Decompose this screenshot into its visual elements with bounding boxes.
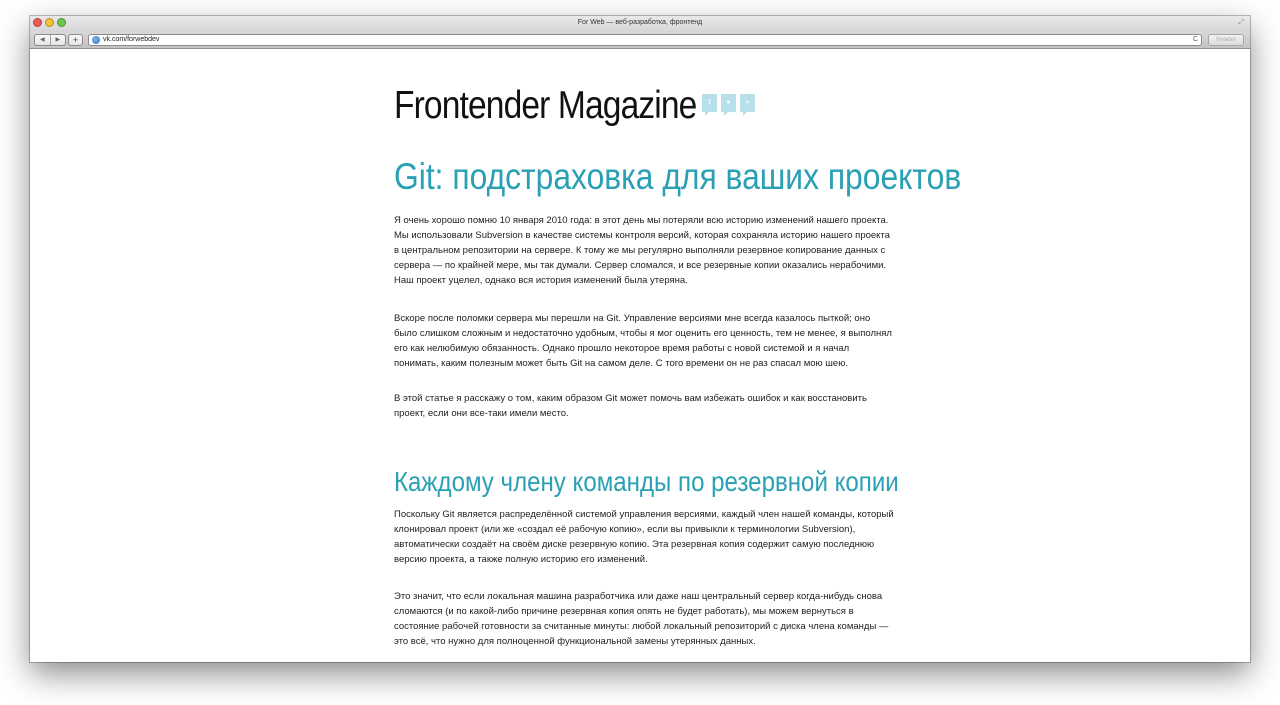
- reload-icon[interactable]: C: [1192, 36, 1198, 43]
- paragraph-3: В этой статье я расскажу о том, каким образом Git может помочь вам избежать ошибок и как восстановить проект, если они все-таки имели место.: [394, 393, 867, 419]
- paragraph-1: Я очень хорошо помню 10 января 2010 года: в этот день мы потеряли всю историю изменений нашего проекта. Мы использовали Subversion в качестве системы контроля версий, которая сохраняла историю нашего проекта в центральном репозитории на сервере. К тому же мы регулярно выполняли резервное копирование данных с сервера — по крайней мере, мы так думали. Сервер сломался, и все резервные копии оказались нерабочими. Наш проект уцелел, однако вся история изменений была утеряна.: [394, 215, 890, 286]
- browser-window: [30, 16, 1250, 662]
- fullscreen-icon[interactable]: ⤢: [1238, 19, 1244, 26]
- section-paragraph-2: Это значит, что если локальная машина разработчика или даже наш центральный сервер когда-нибудь снова сломаются (и по какой-либо причине резервная копия опять не будет работать), мы можем вернуться в состояние рабочей готовности за считанные минуты: любой локальный репозиторий с диска члена команды — это всё, что нужно для полноценной функциональной замены утерянных данных.: [394, 591, 889, 647]
- section-title: Каждому члену команды по резервной копии: [394, 466, 899, 497]
- nav-buttons: [34, 34, 66, 46]
- site-title[interactable]: Frontender Magazine: [394, 84, 697, 127]
- post-title[interactable]: Git: подстраховка для ваших проектов: [394, 156, 962, 197]
- title-bar: [30, 16, 1250, 32]
- paragraph-2: Вскоре после поломки сервера мы перешли на Git. Управление версиями мне всегда казалось пыткой; оно было слишком сложным и недостаточно удобным, чтобы я мог оценить его ценность, тем не менее, я выполнял его как нелюбимую обязанность. Однако прошло некоторое время работы с новой системой и я начал понимать, каким полезным может быть Git на самом деле. С того времени он не раз спасал мою шею.: [394, 313, 892, 369]
- site-header: [394, 83, 746, 129]
- social-icons: [702, 94, 755, 112]
- address-bar[interactable]: [88, 34, 1202, 46]
- vk-icon[interactable]: ●: [721, 94, 736, 112]
- forward-button[interactable]: ▶: [55, 37, 61, 43]
- browser-toolbar: [30, 32, 1250, 49]
- rss-icon[interactable]: ≈: [740, 94, 755, 112]
- window-title: For Web — веб-разработка, фронтенд: [577, 19, 703, 26]
- section-paragraph-1: Поскольку Git является распределённой системой управления версиями, каждый член нашей команды, который клонировал проект (или же «создал её рабочую копию», если вы привыкли к терминологии Subversion), автоматически создаёт на своём диске резервную копию. Эта резервная копия содержит самую последнюю версию проекта, а также полную историю его изменений.: [394, 509, 894, 565]
- add-bookmark-button[interactable]: +: [68, 34, 83, 46]
- reader-button[interactable]: Reader: [1208, 34, 1244, 46]
- url-text[interactable]: vk.com/forwebdev: [103, 36, 160, 43]
- twitter-icon[interactable]: t: [702, 94, 717, 112]
- page-content: [30, 49, 1250, 662]
- globe-icon: [92, 36, 100, 44]
- back-button[interactable]: ◀: [35, 35, 51, 45]
